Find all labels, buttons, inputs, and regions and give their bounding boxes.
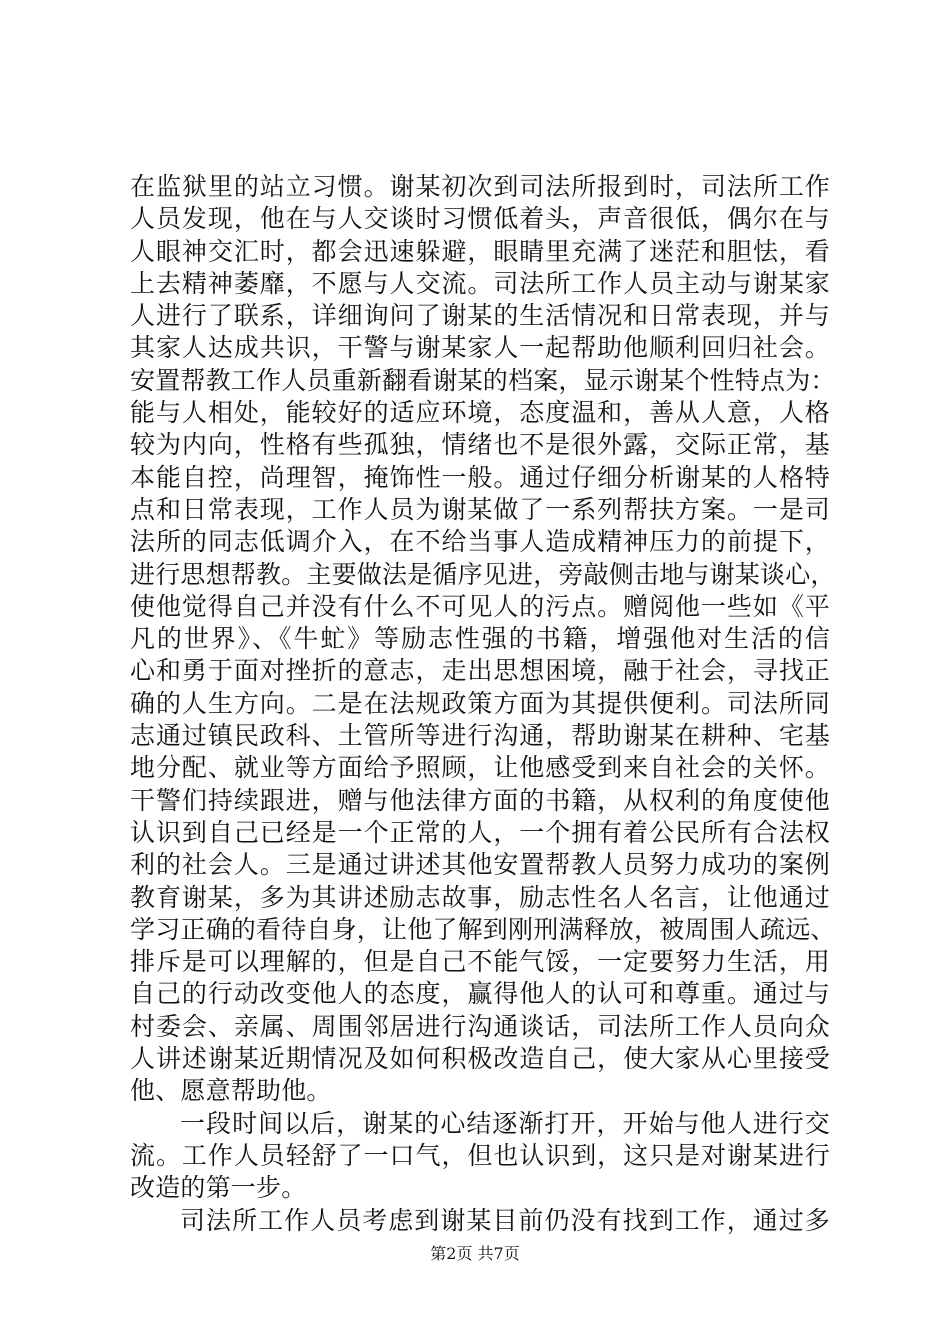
text-line: 本能自控，尚理智，掩饰性一般。通过仔细分析谢某的人格特: [130, 462, 830, 492]
paragraph-first-line: 司法所工作人员考虑到谢某目前仍没有找到工作，通过多: [180, 1205, 830, 1235]
paragraph-last-line: 他、愿意帮助他。: [130, 1076, 332, 1106]
text-line: 其家人达成共识，干警与谢某家人一起帮助他顺利回归社会。: [130, 333, 830, 363]
text-line: 心和勇于面对挫折的意志，走出思想困境，融于社会，寻找正: [130, 656, 830, 686]
text-line: 认识到自己已经是一个正常的人，一个拥有着公民所有合法权: [130, 817, 830, 847]
text-line: 在监狱里的站立习惯。谢某初次到司法所报到时，司法所工作: [130, 172, 830, 201]
text-line: 教育谢某，多为其讲述励志故事，励志性名人名言，让他通过: [130, 882, 830, 912]
text-line: 人员发现，他在与人交谈时习惯低着头，声音很低，偶尔在与: [130, 204, 830, 234]
text-line: 地分配、就业等方面给予照顾，让他感受到来自社会的关怀。: [130, 753, 830, 783]
text-line: 上去精神萎靡，不愿与人交流。司法所工作人员主动与谢某家: [130, 268, 830, 298]
text-line: 人讲述谢某近期情况及如何积极改造自己，使大家从心里接受: [130, 1044, 830, 1074]
text-line: 流。工作人员轻舒了一口气，但也认识到，这只是对谢某进行: [130, 1140, 830, 1170]
text-line: 利的社会人。三是通过讲述其他安置帮教人员努力成功的案例: [130, 850, 830, 880]
paragraph-first-line: 一段时间以后，谢某的心结逐渐打开，开始与他人进行交: [180, 1108, 830, 1138]
text-line: 自己的行动改变他人的态度，赢得他人的认可和尊重。通过与: [130, 979, 830, 1009]
text-line: 使他觉得自己并没有什么不可见人的污点。赠阅他一些如《平: [130, 591, 830, 621]
text-line: 法所的同志低调介入，在不给当事人造成精神压力的前提下，: [130, 527, 830, 557]
text-line: 较为内向，性格有些孤独，情绪也不是很外露，交际正常，基: [130, 430, 830, 460]
text-line: 确的人生方向。二是在法规政策方面为其提供便利。司法所同: [130, 688, 830, 718]
text-line: 进行思想帮教。主要做法是循序见进，旁敲侧击地与谢某谈心，: [130, 559, 836, 589]
text-line: 志通过镇民政科、土管所等进行沟通，帮助谢某在耕种、宅基: [130, 721, 830, 751]
text-line: 学习正确的看待自身，让他了解到刚刑满释放，被周围人疏远、: [130, 914, 836, 944]
text-line: 排斥是可以理解的，但是自己不能气馁，一定要努力生活，用: [130, 947, 830, 977]
text-line: 点和日常表现，工作人员为谢某做了一系列帮扶方案。一是司: [130, 494, 830, 524]
body-text: [130, 171, 836, 1237]
page-number-footer: 第2页 共7页: [430, 1244, 520, 1263]
text-line: 安置帮教工作人员重新翻看谢某的档案，显示谢某个性特点为：: [130, 365, 836, 395]
text-line: 人眼神交汇时，都会迅速躲避，眼睛里充满了迷茫和胆怯，看: [130, 236, 830, 266]
text-line: 村委会、亲属、周围邻居进行沟通谈话，司法所工作人员向众: [130, 1011, 830, 1041]
paragraph-last-line: 改造的第一步。: [130, 1173, 307, 1203]
text-line: 干警们持续跟进，赠与他法律方面的书籍，从权利的角度使他: [130, 785, 830, 815]
text-line: 能与人相处，能较好的适应环境，态度温和，善从人意，人格: [130, 398, 830, 428]
text-line: 凡的世界》、《牛虻》等励志性强的书籍，增强他对生活的信: [130, 624, 830, 654]
text-line: 人进行了联系，详细询问了谢某的生活情况和日常表现，并与: [130, 301, 830, 331]
